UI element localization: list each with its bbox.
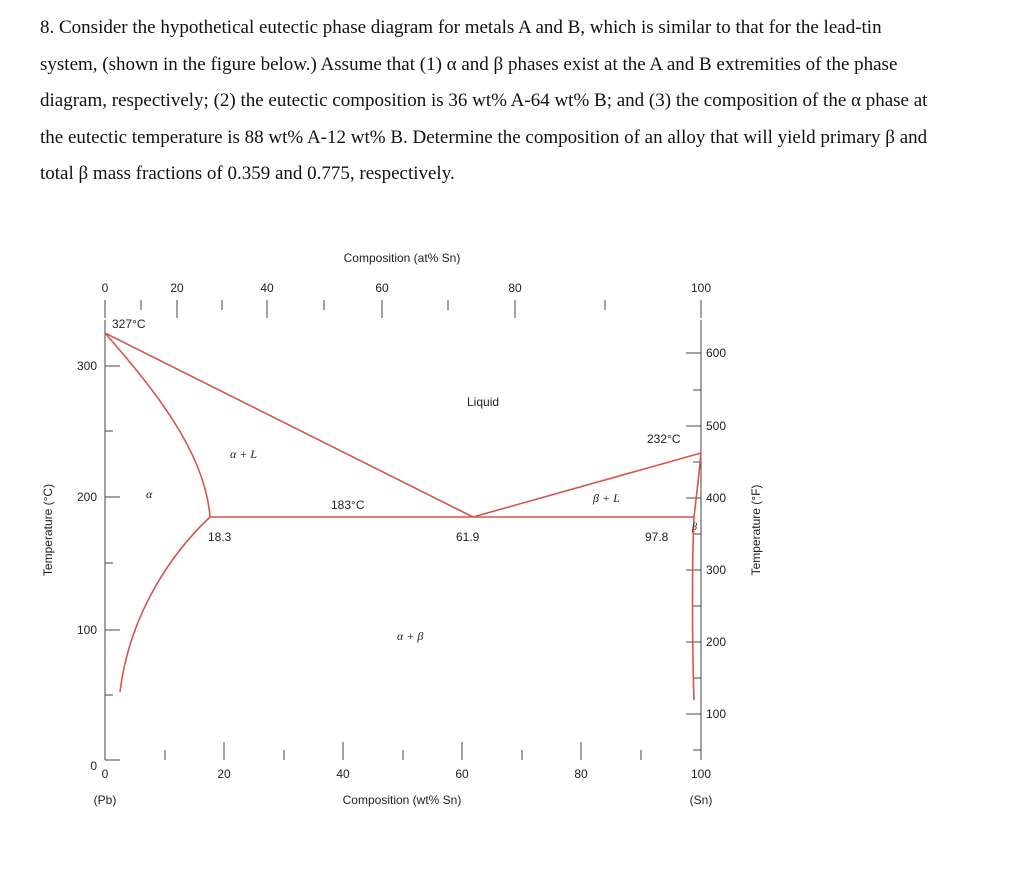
end-label-pb: (Pb) [93, 793, 117, 807]
left-tick-300: 300 [76, 359, 97, 373]
eutectic-temp-label: 183°C [331, 498, 365, 512]
region-alpha-liquid-label: α + L [230, 447, 258, 461]
region-beta-liquid-label: β + L [593, 491, 620, 505]
left-tick-200: 200 [76, 490, 97, 504]
alpha-eutectic-comp: 18.3 [208, 530, 232, 544]
phase-boundaries [105, 333, 701, 700]
bottom-tick-marks [105, 742, 701, 760]
bottom-tick-0: 0 [101, 767, 109, 781]
right-tick-500: 500 [706, 419, 727, 433]
top-tick-40: 40 [260, 281, 274, 295]
end-label-sn: (Sn) [689, 793, 713, 807]
region-liquid-label: Liquid [467, 395, 500, 409]
bottom-tick-100: 100 [690, 767, 712, 781]
bottom-tick-60: 60 [455, 767, 469, 781]
right-tick-labels [706, 346, 726, 721]
right-tick-100: 100 [706, 707, 727, 721]
beta-eutectic-comp: 97.8 [645, 530, 669, 544]
liquidus-alpha [105, 333, 473, 517]
right-tick-200: 200 [706, 635, 727, 649]
bottom-tick-40: 40 [336, 767, 350, 781]
top-tick-marks [105, 300, 701, 318]
left-axis-title: Temperature (°C) [41, 483, 55, 577]
liquidus-beta [473, 453, 701, 517]
top-tick-60: 60 [375, 281, 389, 295]
top-tick-0: 0 [101, 281, 109, 295]
left-tick-labels [77, 359, 97, 773]
region-alpha-beta-label: α + β [397, 629, 424, 643]
top-tick-20: 20 [170, 281, 184, 295]
left-tick-100: 100 [76, 623, 97, 637]
sn-melting-label: 232°C [647, 432, 681, 446]
solidus-beta [694, 453, 701, 517]
solvus-alpha [120, 517, 210, 692]
axis-frame [105, 320, 701, 760]
left-tick-0: 0 [90, 759, 97, 773]
bottom-tick-80: 80 [574, 767, 588, 781]
right-tick-600: 600 [706, 346, 727, 360]
problem-text: 8. Consider the hypothetical eutectic phase diagram for metals A and B, which is similar to that for the lead-tin system, (shown in the figure below.) Assume that (1) α and β phases exist at the A and B extremities of the phase diagram, respectively; (2) the eutectic composition is 36 wt% A-64 wt% B; and (3) the composition of the α phase at the eutectic temperature is 88 wt% A-12 wt% B. Determine the composition of an alloy that will yield primary β and total β mass fractions of 0.359 and 0.775, respectively. [40, 17, 928, 184]
top-tick-labels [102, 281, 712, 295]
region-alpha-label: α [146, 487, 153, 501]
top-axis-title: Composition (at% Sn) [343, 251, 461, 265]
region-beta-label: β [692, 522, 697, 533]
right-tick-400: 400 [706, 491, 727, 505]
solvus-beta [693, 517, 695, 700]
bottom-tick-20: 20 [217, 767, 231, 781]
right-tick-300: 300 [706, 563, 727, 577]
pb-melting-label: 327°C [112, 317, 146, 331]
bottom-tick-labels [102, 767, 712, 781]
eutectic-comp: 61.9 [456, 530, 480, 544]
bottom-axis-title: Composition (wt% Sn) [342, 793, 462, 807]
top-tick-100: 100 [690, 281, 712, 295]
left-tick-marks [105, 366, 120, 760]
top-tick-80: 80 [508, 281, 522, 295]
right-axis-title: Temperature (°F) [749, 484, 763, 576]
solidus-alpha [105, 333, 210, 517]
